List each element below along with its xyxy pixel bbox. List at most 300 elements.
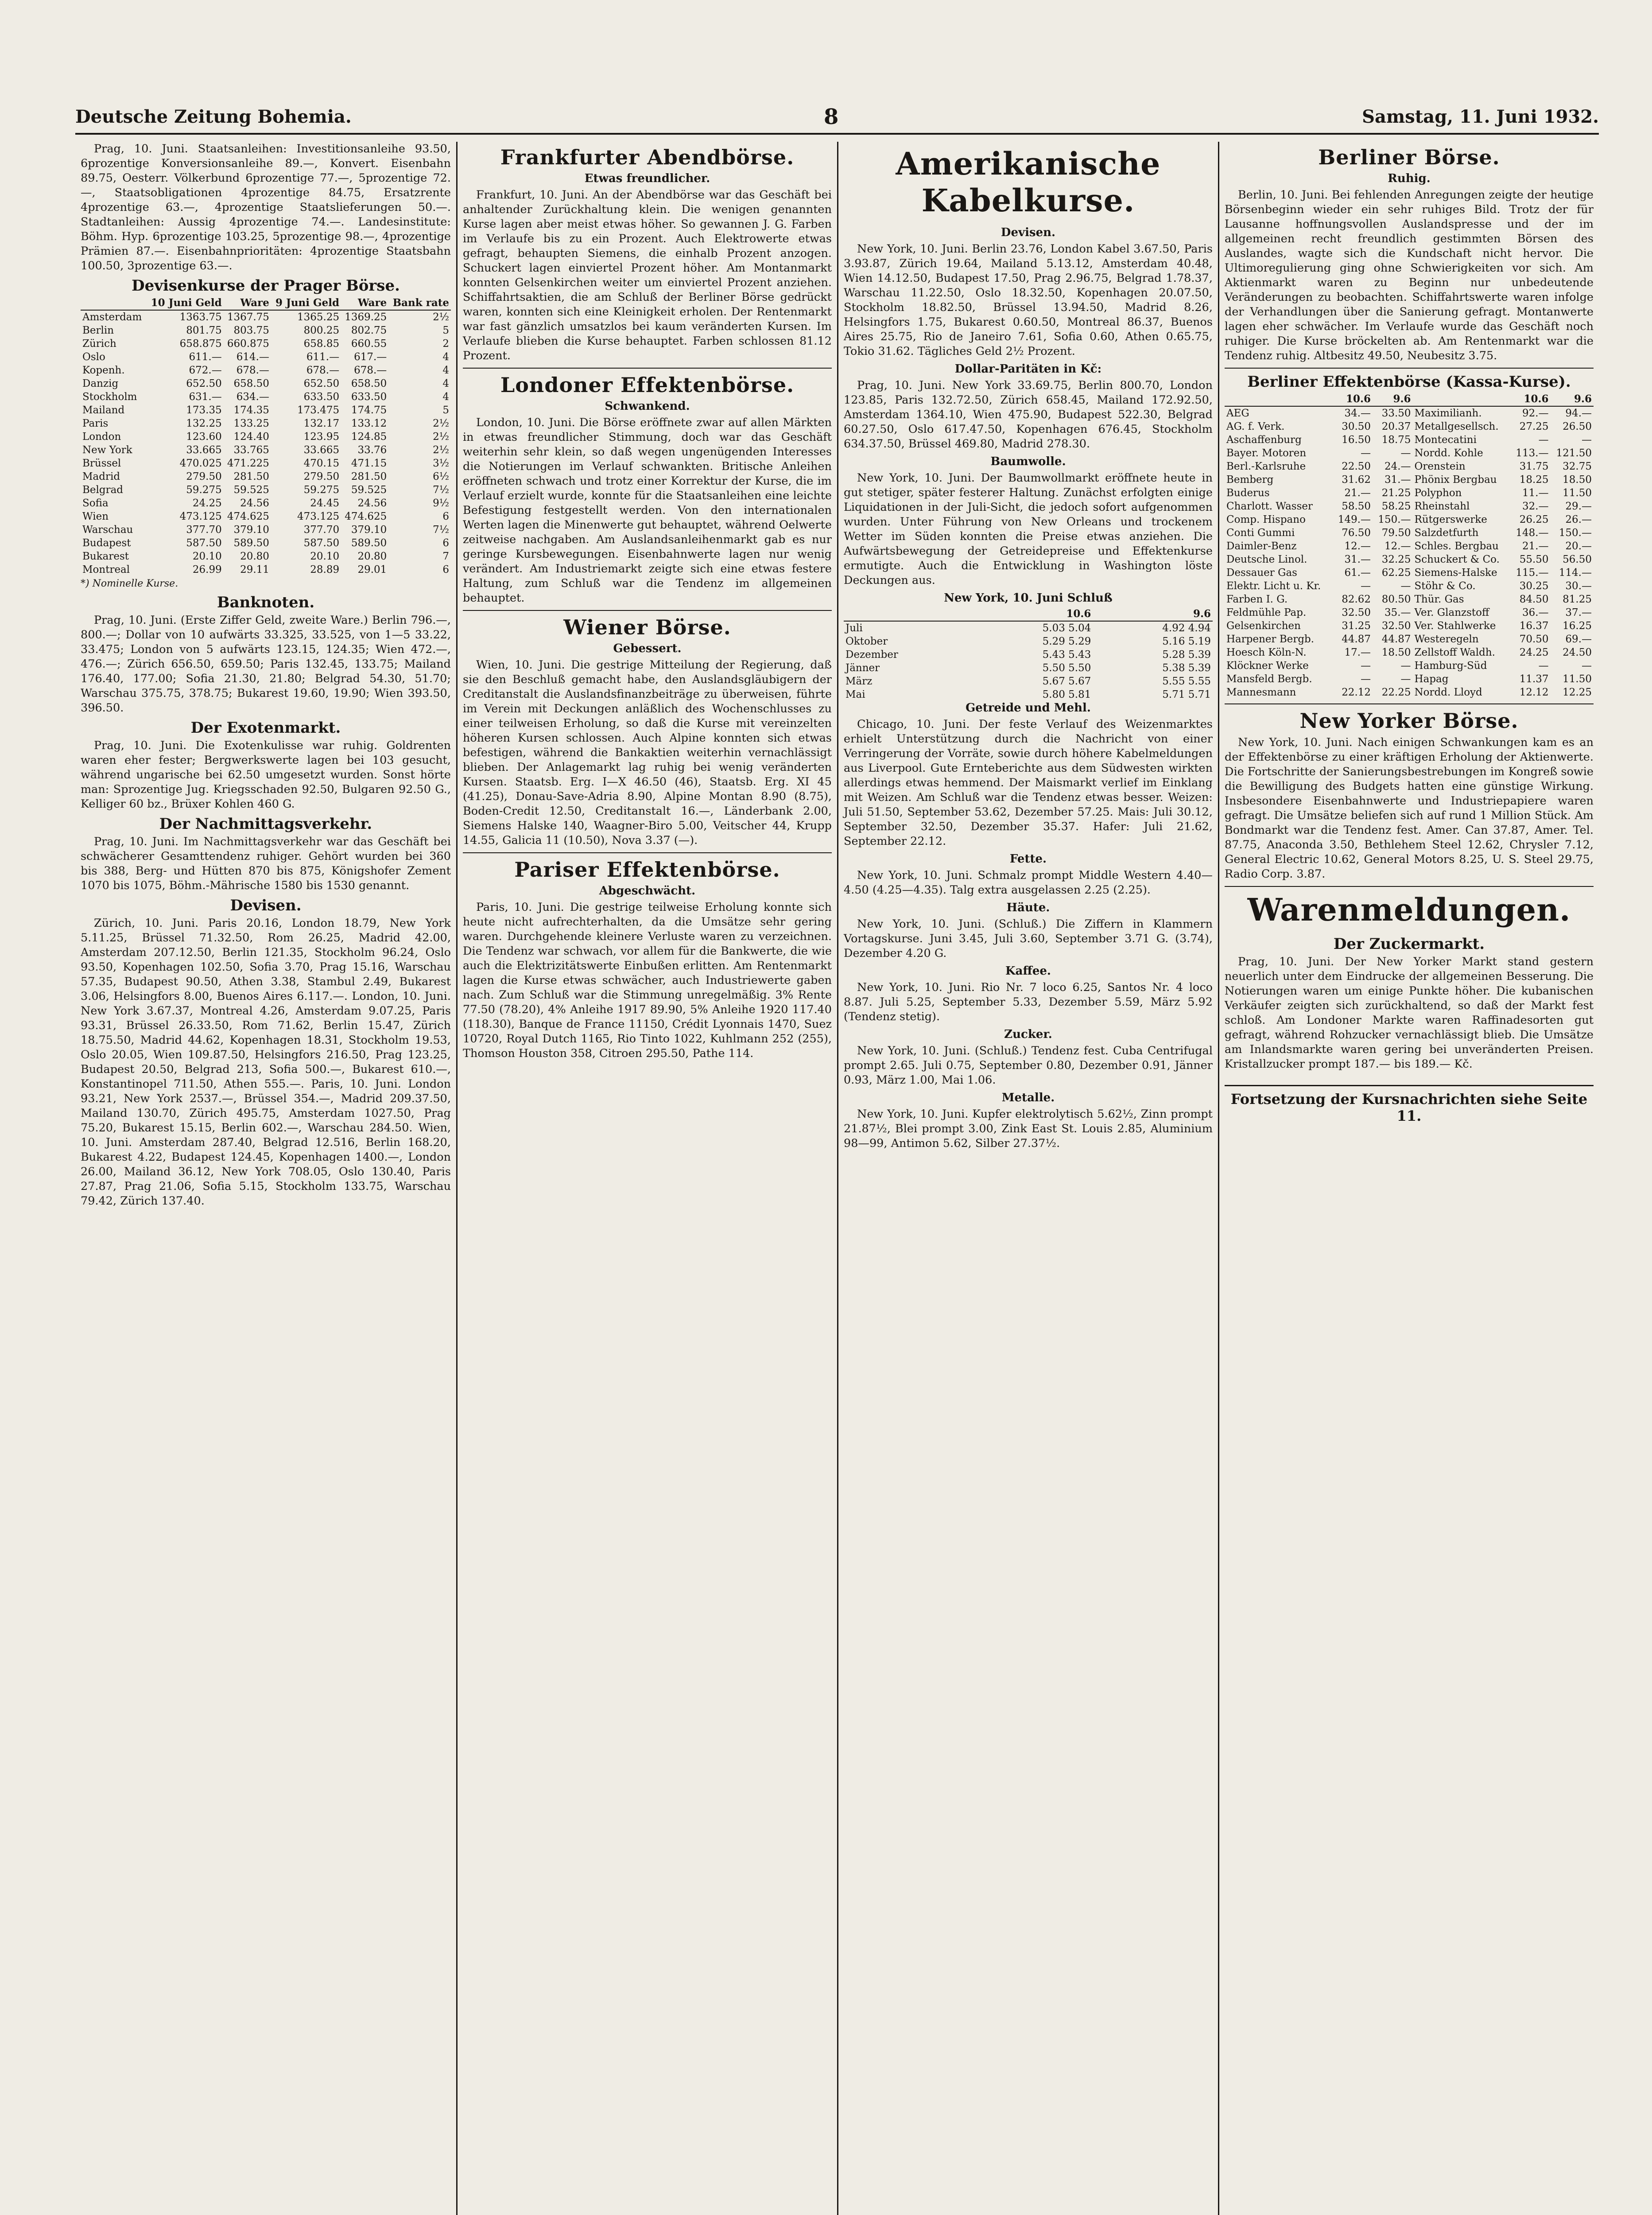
warenmeldungen-title: Warenmeldungen. (1247, 891, 1571, 928)
table-cell: 37.— (1565, 607, 1592, 618)
table-cell: Bemberg (1226, 474, 1274, 486)
column-3 (837, 142, 1218, 2215)
table-cell: Comp. Hispano (1226, 514, 1306, 525)
table-cell: 16.37 (1519, 620, 1549, 632)
divider (1225, 368, 1594, 369)
table-cell: Thür. Gas (1414, 594, 1464, 605)
table-cell: 26.— (1565, 514, 1592, 525)
table-cell: 12.— (1344, 540, 1371, 552)
table-cell: 32.75 (1563, 461, 1592, 472)
effekten-row (1225, 433, 1594, 447)
baumwolle-row (844, 635, 1213, 648)
table-cell: 124.40 (233, 431, 269, 443)
table-cell: — (1538, 434, 1549, 446)
table-cell: 114.— (1559, 567, 1592, 579)
table-cell: Wien (82, 511, 109, 522)
table-cell: Siemens-Halske (1414, 567, 1497, 579)
table-cell: Juli (845, 622, 863, 634)
effekten-row (1225, 447, 1594, 460)
table-cell: 33.50 (1381, 408, 1411, 419)
table-cell: 587.50 (186, 537, 222, 549)
devisen-row (81, 324, 451, 337)
table-cell: Schles. Bergbau (1414, 540, 1499, 552)
table-cell: Zürich (82, 338, 116, 350)
table-cell: 473.125 (179, 511, 222, 522)
effekten-row (1225, 672, 1594, 686)
continuation-note: Fortsetzung der Kursnachrichten siehe Seite 11. (1225, 1085, 1594, 1124)
table-cell: Montreal (82, 564, 130, 575)
table-cell: 4 (442, 391, 449, 403)
effekten-row (1225, 686, 1594, 699)
baumwolle-text: New York, 10. Juni. Der Baumwollmarkt eröffnete heute in gut stetiger, später festerer Haltung. Zunächst erfolgten einige Liquidationen in der Juli-Sicht, die jedoch sofort aufgenommen wurden. Unter Führung von New Orleans und trockenem Wetter im Süden konnten die Preise etwas anziehen. Die Aufwärtsbewegung der Getreidepreise und Effektenkurse ermutigte. Auch die Entwicklung in Washington löste Deckungen aus. (844, 471, 1213, 587)
table-cell: Stockholm (82, 391, 137, 403)
table-header-cell (1413, 392, 1511, 406)
table-cell: Jänner (845, 662, 880, 674)
london-text: London, 10. Juni. Die Börse eröffnete zwar auf allen Märkten in etwas freundlicher Stimmung, doch war das Geschäft weiterhin sehr klein, so daß wegen ungenügenden Interesses die Notierungen im Verlauf schwankten. Britische Anleihen eröffneten schwach und trotz einer Korrektur der Kurse, die im Verlauf erzielt wurde, konnte für die Staatsanleihen eine leichte Befestigung festgestellt werden. Von den internationalen Werten lagen die Minenwerte gut behauptet, während Oelwerte zeitweise nachgaben. Am Auslandsanleihenmarkt gab es nur geringe Kursbewegungen. Eisenbahnwerte lagen nur wenig verändert. Am Industriemarkt zeigte sich eine etwas festere Haltung, zum Schluß war die Tendenz im allgemeinen behauptet. (463, 416, 832, 605)
table-cell: 18.50 (1563, 474, 1592, 486)
table-header-cell: 10.6 (1333, 392, 1373, 406)
table-cell: Maximilianh. (1414, 408, 1482, 419)
table-cell: 59.525 (233, 484, 269, 496)
table-cell: 31.62 (1342, 474, 1371, 486)
effekten-row (1225, 633, 1594, 646)
table-cell: Aschaffenburg (1226, 434, 1302, 446)
table-cell: 22.25 (1381, 687, 1411, 698)
table-cell: Polyphon (1414, 487, 1462, 499)
table-cell: 20.80 (240, 551, 269, 562)
table-cell: 473.125 (297, 511, 340, 522)
devisen-row (81, 497, 451, 510)
table-cell: 44.87 (1381, 633, 1411, 645)
table-cell: 24.25 (192, 497, 222, 509)
divider (1225, 886, 1594, 887)
table-cell: 58.50 (1342, 501, 1371, 512)
table-cell: Mansfeld Bergb. (1226, 673, 1312, 685)
table-cell: 9½ (433, 497, 449, 509)
table-cell: 5.71 5.71 (1162, 689, 1211, 700)
table-cell: 24.45 (310, 497, 340, 509)
table-header-cell: 9 Juni Geld (271, 296, 341, 310)
table-cell: 2½ (433, 418, 449, 429)
table-cell: Salzdetfurth (1414, 527, 1479, 539)
staatsanleihen-text: Prag, 10. Juni. Staatsanleihen: Investitionsanleihe 93.50, 6prozentige Konversionsanleihe 89.—, Konvert. Eisenbahn 89.75, Oesterr. Völkerbund 6prozentige 77.—, 5prozentige 72.—, Staatsobligationen 4prozentige 84.75, Ersatzrente 4prozentige 63.—, 4prozentige Staatslieferungen 50.—. Stadtanleihen: Aussig 4prozentige 74.—. Landesinstitute: Böhm. Hyp. 6prozentige 103.25, 5prozentige 98.—, 4prozentige Prämien 87.—. Eisenbahnprioritäten: 4prozentige Staatsbahn 100.50, 3prozentige 63.—. (81, 142, 451, 272)
effekten-row (1225, 500, 1594, 513)
table-cell: 678.— (306, 365, 340, 376)
table-cell: Metallgesellsch. (1414, 421, 1499, 432)
table-cell: 30.50 (1342, 421, 1371, 432)
table-cell: 471.225 (227, 458, 269, 469)
devisen-row (81, 443, 451, 457)
table-cell: Hamburg-Süd (1414, 660, 1487, 672)
table-cell: 20.10 (192, 551, 222, 562)
paris-title: Pariser Effektenbörse. (514, 858, 780, 882)
berliner-boerse-text: Berlin, 10. Juni. Bei fehlenden Anregungen zeigte der heutige Börsenbeginn wieder ein sehr ruhiges Bild. Trotz der für Lausanne hoffnungsvollen Auslandspresse und der im allgemeinen recht freundlich gestimmten Börsen des Auslandes, wagte sich die Kundschaft nicht hervor. Die Ultimoregulierung ging ohne Schwierigkeiten vor sich. Am Aktienmarkt waren zu Beginn nur unbedeutende Veränderungen zu beobachten. Schiffahrtswerte waren infolge der Verhandlungen über die Sanierung gefragt. Montanwerte lagen eher schwächer. Im Verlaufe wurde das Geschäft noch ruhiger. Die Kurse bröckelten ab. Am Rentenmarkt war die Tendenz ruhig. Altbesitz 49.50, Neubesitz 3.75. (1225, 188, 1594, 362)
table-cell: 30.— (1565, 580, 1592, 592)
table-cell: 20.10 (310, 551, 340, 562)
devisen-text: Zürich, 10. Juni. Paris 20.16, London 18.79, New York 5.11.25, Brüssel 71.32.50, Rom 26.25, Madrid 42.00, Amsterdam 207.12.50, Berlin 121.35, Stockholm 96.24, Oslo 93.50, Kopenhagen 102.50, Sofia 3.70, Prag 15.16, Warschau 57.35, Budapest 90.50, Athen 3.38, Stambul 2.49, Bukarest 3.06, Helsingfors 8.00, Buenos Aires 6.117.—. London, 10. Juni. New York 3.67.37, Montreal 4.26, Amsterdam 9.07.25, Paris 93.31, Brüssel 26.33.50, Rom 71.62, Berlin 15.47, Zürich 18.75.50, Madrid 44.62, Kopenhagen 18.31, Stockholm 19.53, Oslo 20.05, Wien 109.87.50, Helsingfors 216.50, Prag 123.25, Budapest 20.50, Belgrad 213, Sofia 500.—, Bukarest 610.—, Konstantinopel 711.50, Athen 555.—. Paris, 10. Juni. London 93.21, New York 2537.—, Brüssel 354.—, Madrid 209.37.50, Mailand 130.70, Zürich 495.75, Amsterdam 1027.50, Prag 75.20, Bukarest 15.15, Berlin 602.—, Warschau 284.50. Wien, 10. Juni. Amsterdam 287.40, Belgrad 12.516, Berlin 168.20, Bukarest 4.22, Budapest 124.45, Kopenhagen 1400.—, London 26.00, Mailand 36.12, New York 708.05, Oslo 130.40, Paris 27.87, Prag 21.06, Sofia 5.15, Stockholm 133.75, Warschau 79.42, Zürich 137.40. (81, 917, 451, 1208)
table-cell: Sofia (82, 497, 109, 509)
table-cell: 20.80 (357, 551, 387, 562)
table-cell: 123.95 (303, 431, 340, 443)
table-header-cell (844, 607, 973, 621)
metalle-subtitle: Metalle. (1001, 1091, 1055, 1104)
kabel-devisen-text: New York, 10. Juni. Berlin 23.76, London Kabel 3.67.50, Paris 3.93.87, Zürich 19.64, Mailand 5.13.12, Amsterdam 40.48, Wien 14.12.50, Budapest 17.50, Prag 2.96.75, Belgrad 1.78.37, Warschau 11.22.50, Oslo 18.32.50, Kopenhagen 20.07.50, Stockholm 18.82.50, Brüssel 13.94.50, Madrid 8.26, Helsingfors 1.75, Bukarest 0.60.50, Montreal 86.37, Buenos Aires 25.75, Rio de Janeiro 7.61, Sofia 0.60, Athen 0.65.75, Tokio 31.62. Tägliches Geld 2½ Prozent. (844, 242, 1213, 358)
table-cell: 652.50 (303, 378, 340, 389)
table-cell: 58.25 (1381, 501, 1411, 512)
table-cell: 672.— (189, 365, 222, 376)
table-header-cell: 10.6 (973, 607, 1093, 621)
baumwolle-row (844, 688, 1213, 701)
baumwolle-subtitle: Baumwolle. (990, 455, 1066, 468)
devisen-row (81, 337, 451, 350)
table-cell: 20.— (1565, 540, 1592, 552)
column-1 (75, 142, 456, 2215)
devisen-row (81, 350, 451, 364)
haeute-text: New York, 10. Juni. (Schluß.) Die Ziffern in Klammern Vortagskurse. Juni 3.45, Juli 3.60, September 3.71 G. (3.74), Dezember 4.20 G. (844, 917, 1213, 960)
devisenkurse-title: Devisenkurse der Prager Börse. (132, 277, 400, 295)
kaffee-text: New York, 10. Juni. Rio Nr. 7 loco 6.25, Santos Nr. 4 loco 8.87. Juli 5.25, September 5.33, Dezember 5.59, März 5.92 (Tendenz stetig). (844, 981, 1213, 1023)
table-cell: Deutsche Linol. (1226, 554, 1307, 565)
table-cell: 59.525 (351, 484, 387, 496)
table-cell: 18.75 (1381, 434, 1411, 446)
table-cell: 589.50 (351, 537, 387, 549)
table-cell: 94.— (1565, 408, 1592, 419)
table-cell: Mailand (82, 404, 125, 416)
table-cell: 611.— (306, 351, 340, 363)
table-cell: 281.50 (233, 471, 269, 482)
devisen-row (81, 377, 451, 390)
table-cell: Phönix Bergbau (1414, 474, 1497, 486)
table-cell: — (1361, 660, 1371, 672)
devisen-row (81, 550, 451, 563)
zuckermarkt-text: Prag, 10. Juni. Der New Yorker Markt stand gestern neuerlich unter dem Eindrucke der allgemeinen Besserung. Die Notierungen waren um einige Punkte höher. Die kubanischen Verkäufer zeigten sich zurückhaltend, so daß der Markt fest schloß. Am Londoner Markte waren Raffinadesorten gut gefragt, während Rohzucker vernachlässigt blieb. Die Umsätze am Inlandsmarkte waren gering bei unveränderten Preisen. Kristallzucker prompt 187.— bis 189.— Kč. (1225, 955, 1594, 1071)
table-cell: 7 (442, 551, 449, 562)
table-header-cell: 9.6 (1093, 607, 1213, 621)
table-cell: 6 (442, 537, 449, 549)
table-cell: 31.— (1384, 474, 1411, 486)
column-4 (1218, 142, 1599, 2215)
baumwolle-table-title: New York, 10. Juni Schluß (944, 591, 1113, 605)
table-cell: 658.50 (351, 378, 387, 389)
table-cell: 279.50 (303, 471, 340, 482)
table-cell: 21.— (1522, 540, 1549, 552)
table-cell: 70.50 (1519, 633, 1549, 645)
effekten-row (1225, 540, 1594, 553)
exotenmarkt-text: Prag, 10. Juni. Die Exotenkulisse war ruhig. Goldrenten waren eher fester; Bergwerkswerte lagen bei 103 gesucht, während ungarische bei 62.50 umgesetzt wurden. Sonst hörte man: Sprozentige Jug. Kriegsschaden 92.50, Bulgaren 92.50 G., Kelliger 60 bz., Brüxer Kohlen 460 G. (81, 739, 451, 811)
table-cell: 32.25 (1381, 554, 1411, 565)
paris-subtitle: Abgeschwächt. (599, 884, 696, 898)
table-cell: 59.275 (186, 484, 222, 496)
table-cell: — (1582, 660, 1592, 672)
devisen-row (81, 310, 451, 324)
table-cell: 4 (442, 378, 449, 389)
table-cell: 69.— (1565, 633, 1592, 645)
zucker-subtitle: Zucker. (1004, 1028, 1052, 1041)
effekten-row (1225, 486, 1594, 500)
frankfurt-subtitle: Etwas freundlicher. (584, 172, 710, 185)
devisen-row (81, 536, 451, 550)
table-cell: Berl.-Karlsruhe (1226, 461, 1306, 472)
table-cell: 33.665 (186, 444, 222, 456)
table-cell: 279.50 (186, 471, 222, 482)
table-cell: Oslo (82, 351, 105, 363)
devisen-row (81, 430, 451, 443)
frankfurt-title: Frankfurter Abendbörse. (500, 145, 795, 169)
effektenboerse-title: Berliner Effektenbörse (Kassa-Kurse). (1247, 373, 1571, 391)
table-cell: 470.025 (179, 458, 222, 469)
divider (463, 368, 832, 369)
table-cell: — (1400, 447, 1411, 459)
table-cell: Bayer. Motoren (1226, 447, 1307, 459)
new-yorker-boerse-title: New Yorker Börse. (1299, 709, 1519, 733)
table-cell: Orenstein (1414, 461, 1466, 472)
table-cell: Charlott. Wasser (1226, 501, 1313, 512)
table-cell: 55.50 (1519, 554, 1549, 565)
table-cell: 1367.75 (227, 311, 269, 323)
table-cell: Ver. Glanzstoff (1414, 607, 1489, 618)
table-cell: 5.80 5.81 (1042, 689, 1091, 700)
table-cell: 32.50 (1342, 607, 1371, 618)
table-cell: 5.03 5.04 (1042, 622, 1091, 634)
table-cell: 6½ (433, 471, 449, 482)
table-cell: Rheinstahl (1414, 501, 1470, 512)
table-cell: 174.35 (233, 404, 269, 416)
wien-subtitle: Gebessert. (613, 642, 682, 655)
newspaper-title: Deutsche Zeitung Bohemia. (75, 106, 352, 127)
getreide-subtitle: Getreide und Mehl. (966, 701, 1091, 715)
table-cell: 36.— (1522, 607, 1549, 618)
table-cell: 32.— (1522, 501, 1549, 512)
effekten-row (1225, 513, 1594, 526)
table-cell: 24.25 (1519, 647, 1549, 658)
table-cell: 31.25 (1342, 620, 1371, 632)
table-cell: — (1400, 580, 1411, 592)
effekten-row (1225, 460, 1594, 473)
devisen-row (81, 483, 451, 497)
table-cell: — (1361, 673, 1371, 685)
table-cell: 26.99 (192, 564, 222, 575)
table-cell: 20.37 (1381, 421, 1411, 432)
table-cell: Hoesch Köln-N. (1226, 647, 1307, 658)
getreide-text: Chicago, 10. Juni. Der feste Verlauf des Weizenmarktes erhielt Unterstützung durch die Nachricht von einer Verringerung der Vorräte, sowie durch höhere Kabelmeldungen aus Liverpool. Gute Ernteberichte aus dem Südwesten wirkten allerdings etwas hemmend. Der Maismarkt verlief im Einklang mit Weizen. Am Schluß war die Tendenz etwas besser. Weizen: Juli 51.50, September 53.62, Dezember 57.25. Mais: Juli 30.12, September 32.50, Dezember 35.37. Hafer: Juli 21.62, September 22.12. (844, 718, 1213, 848)
table-cell: 2 (442, 338, 449, 350)
table-cell: 148.— (1516, 527, 1549, 539)
table-cell: 174.75 (351, 404, 387, 416)
table-cell: Kopenh. (82, 365, 125, 376)
effekten-row (1225, 579, 1594, 593)
table-cell: Harpener Bergb. (1226, 633, 1315, 645)
table-cell: 803.75 (233, 325, 269, 336)
table-cell: 3½ (433, 458, 449, 469)
table-cell: 62.25 (1381, 567, 1411, 579)
table-cell: — (1582, 434, 1592, 446)
table-cell: Zellstoff Waldh. (1414, 647, 1495, 658)
table-cell: 11.50 (1563, 673, 1592, 685)
table-cell: — (1400, 673, 1411, 685)
table-cell: 113.— (1516, 447, 1549, 459)
table-cell: 7½ (433, 484, 449, 496)
devisen-row (81, 364, 451, 377)
table-cell: 634.— (236, 391, 269, 403)
table-cell: 12.25 (1563, 687, 1592, 698)
table-cell: 611.— (189, 351, 222, 363)
table-cell: Stöhr & Co. (1414, 580, 1476, 592)
banknoten-title: Banknoten. (217, 594, 315, 611)
table-cell: Klöckner Werke (1226, 660, 1309, 672)
table-cell: — (1361, 580, 1371, 592)
table-cell: 587.50 (303, 537, 340, 549)
page-number: 8 (824, 105, 839, 129)
table-cell: 4 (442, 365, 449, 376)
new-yorker-boerse-text: New York, 10. Juni. Nach einigen Schwankungen kam es an der Effektenbörse zu einer kräftigen Erholung der Aktienwerte. Die Fortschritte der Sanierungsbestrebungen im Kongreß sowie die Bewilligung des Budgets hatten eine günstige Wirkung. Insbesondere Eisenbahnwerte und Industriepapiere waren gefragt. Die Umsätze beliefen sich auf rund 1 Million Stück. Am Bondmarkt war die Tendenz fest. Amer. Can 37.87, Amer. Tel. 87.75, Anaconda 3.50, Bethlehem Steel 12.62, Chrysler 7.12, General Electric 10.62, General Motors 8.25, U. S. Steel 29.75, Radio Corp. 3.87. (1225, 736, 1594, 881)
table-cell: 5.50 5.50 (1042, 662, 1091, 674)
table-cell: 801.75 (186, 325, 222, 336)
table-cell: 32.50 (1381, 620, 1411, 632)
issue-date: Samstag, 11. Juni 1932. (1362, 106, 1599, 127)
table-cell: 631.— (189, 391, 222, 403)
table-cell: 652.50 (186, 378, 222, 389)
divider (1225, 703, 1594, 704)
dollar-paritaeten-text: Prag, 10. Juni. New York 33.69.75, Berlin 800.70, London 123.85, Paris 132.72.50, Zürich 658.45, Mailand 172.92.50, Amsterdam 1364.10, Wien 475.90, Budapest 522.30, Belgrad 60.27.50, Oslo 617.47.50, Kopenhagen 676.45, Stockholm 634.37.50, Brüssel 469.80, Madrid 278.30. (844, 379, 1213, 451)
table-cell: Berlin (82, 325, 114, 336)
table-cell: — (1361, 447, 1371, 459)
table-cell: Bukarest (82, 551, 129, 562)
table-cell: 800.25 (303, 325, 340, 336)
table-cell: AG. f. Verk. (1226, 421, 1285, 432)
table-cell: 377.70 (186, 524, 222, 536)
table-cell: 379.10 (351, 524, 387, 536)
table-cell: 377.70 (303, 524, 340, 536)
table-cell: 26.25 (1519, 514, 1549, 525)
table-cell: 24.— (1384, 461, 1411, 472)
table-cell: 22.12 (1342, 687, 1371, 698)
table-cell: Dessauer Gas (1226, 567, 1297, 579)
table-cell: 132.17 (303, 418, 340, 429)
table-cell: — (1400, 660, 1411, 672)
table-cell: Brüssel (82, 458, 121, 469)
table-cell: 149.— (1338, 514, 1371, 525)
devisen-note: *) Nominelle Kurse. (81, 578, 178, 589)
berliner-boerse-subtitle: Ruhig. (1388, 172, 1431, 185)
table-cell: 21.— (1344, 487, 1371, 499)
table-cell: 35.— (1384, 607, 1411, 618)
table-cell: Hapag (1414, 673, 1449, 685)
table-cell: 173.35 (186, 404, 222, 416)
table-cell: Mai (845, 689, 865, 700)
divider (463, 852, 832, 853)
table-cell: London (82, 431, 121, 443)
effekten-row (1225, 566, 1594, 579)
table-cell: 24.50 (1563, 647, 1592, 658)
table-cell: 18.50 (1381, 647, 1411, 658)
table-cell: 24.56 (240, 497, 269, 509)
table-cell: Conti Gummi (1226, 527, 1295, 539)
effekten-row (1225, 473, 1594, 486)
table-cell: 115.— (1516, 567, 1549, 579)
table-cell: Daimler-Benz (1226, 540, 1297, 552)
exotenmarkt-title: Der Exotenmarkt. (190, 719, 341, 737)
fette-subtitle: Fette. (1009, 852, 1047, 866)
effekten-row (1225, 606, 1594, 619)
table-cell: 80.50 (1381, 594, 1411, 605)
table-cell: 633.50 (351, 391, 387, 403)
table-cell: 470.15 (303, 458, 340, 469)
table-cell: 84.50 (1519, 594, 1549, 605)
table-cell: März (845, 676, 873, 687)
table-cell: 31.— (1344, 554, 1371, 565)
table-header-cell: Ware (224, 296, 271, 310)
table-cell: 28.89 (310, 564, 340, 575)
table-cell: 132.25 (186, 418, 222, 429)
table-cell: 5.43 5.43 (1042, 649, 1091, 661)
table-header-cell: Ware (341, 296, 388, 310)
devisen-row (81, 417, 451, 430)
devisen-title: Devisen. (230, 897, 302, 914)
table-cell: 7½ (433, 524, 449, 536)
haeute-subtitle: Häute. (1006, 901, 1050, 914)
table-cell: 59.275 (303, 484, 340, 496)
table-cell: 5 (442, 325, 449, 336)
table-cell: 678.— (236, 365, 269, 376)
table-cell: 658.85 (303, 338, 340, 350)
table-cell: 21.25 (1381, 487, 1411, 499)
devisen-row (81, 404, 451, 417)
table-cell: 18.25 (1519, 474, 1549, 486)
table-cell: 5 (442, 404, 449, 416)
table-cell: 124.85 (351, 431, 387, 443)
wien-text: Wien, 10. Juni. Die gestrige Mitteilung der Regierung, daß sie den Beschluß gemacht habe, den Auslandsgläubigern der Creditanstalt die Auslandsfinanzbeiträge zu überweisen, führte im Verein mit Deckungen anläßlich des Wochenschlusses zu einer teilweisen Erholung, so daß die Kurse mit vereinzelten höheren Kursen schlossen. Auch Alpine konnten sich etwas befestigen, während die Bankaktien weiterhin vernachlässigt blieben. Der Anlagemarkt lag ruhig bei wenig veränderten Kursen. Staatsb. Erg. I—X 46.50 (46), Staatsb. Erg. XI 45 (41.25), Donau-Save-Adria 8.90, Alpine Montan 8.90 (8.75), Boden-Credit 12.50, Creditanstalt 16.—, Länderbank 2.00, Siemens Halske 140, Waagner-Biro 5.00, Veitscher 44, Krupp 14.55, Galicia 11 (10.50), Nova 3.37 (—). (463, 658, 832, 847)
table-cell: 133.12 (351, 418, 387, 429)
table-cell: 4 (442, 351, 449, 363)
table-cell: 29.01 (357, 564, 387, 575)
wien-title: Wiener Börse. (563, 615, 731, 639)
table-cell: 2½ (433, 311, 449, 323)
devisen-row (81, 390, 451, 404)
nachmittagsverkehr-text: Prag, 10. Juni. Im Nachmittagsverkehr war das Geschäft bei schwächerer Gesamttendenz ruhiger. Gehört wurden bei 360 bis 388, Berg- und Hütten 870 bis 875, Königshofer Zement 1070 bis 1075, Böhm.-Mährische 1580 bis 1530 genannt. (81, 835, 451, 892)
table-cell: 633.50 (303, 391, 340, 403)
zucker-text: New York, 10. Juni. (Schluß.) Tendenz fest. Cuba Centrifugal prompt 2.65. Juli 0.75, September 0.80, Dezember 0.91, Jänner 0.93, März 1.00, Mai 1.06. (844, 1044, 1213, 1087)
table-cell: 5.29 5.29 (1042, 636, 1091, 647)
table-cell: Dezember (845, 649, 898, 661)
table-cell: 16.50 (1342, 434, 1371, 446)
effekten-row (1225, 420, 1594, 433)
table-cell: 6 (442, 564, 449, 575)
table-cell: 11.37 (1519, 673, 1549, 685)
table-cell: 31.75 (1519, 461, 1549, 472)
effekten-row (1225, 406, 1594, 420)
table-cell: 5.16 5.19 (1162, 636, 1211, 647)
table-cell: 1365.25 (297, 311, 340, 323)
table-cell: Nordd. Kohle (1414, 447, 1483, 459)
devisen-row (81, 457, 451, 470)
table-cell: Madrid (82, 471, 120, 482)
table-cell: 589.50 (233, 537, 269, 549)
london-subtitle: Schwankend. (605, 400, 690, 413)
dollar-paritaeten-title: Dollar-Paritäten in Kč: (954, 362, 1102, 376)
column-2 (456, 142, 837, 2215)
table-cell: — (1538, 660, 1549, 672)
table-cell: Nordd. Lloyd (1414, 687, 1482, 698)
table-cell: 11.— (1522, 487, 1549, 499)
table-cell: 11.50 (1563, 487, 1592, 499)
table-cell: 5.28 5.39 (1162, 649, 1211, 661)
table-cell: 281.50 (351, 471, 387, 482)
devisen-row (81, 563, 451, 576)
effekten-row (1225, 646, 1594, 659)
page-header (75, 102, 1599, 135)
table-cell: 33.76 (357, 444, 387, 456)
table-cell: 379.10 (233, 524, 269, 536)
